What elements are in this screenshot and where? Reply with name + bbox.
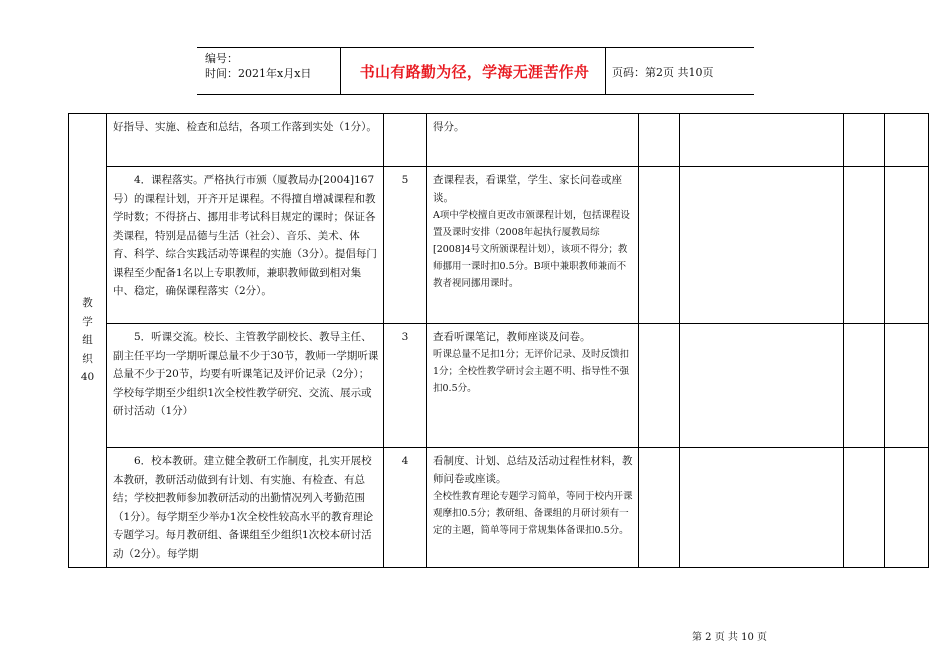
header-motto: 书山有路勤为径，学海无涯苦作舟 xyxy=(359,63,590,81)
method-cell xyxy=(427,324,639,448)
blank-cell xyxy=(639,167,680,324)
blank-cell xyxy=(639,114,680,167)
category-cell xyxy=(69,114,107,568)
category-char: 教 xyxy=(82,297,93,310)
header-divider xyxy=(605,47,606,95)
requirement-cell xyxy=(107,114,384,167)
header-page-number: 页码：第2页 共10页 xyxy=(612,66,714,79)
requirement-text: 5．听课交流。校长、主管教学副校长、教导主任、副主任平均一学期听课总量不少于30节，教师一学期听课总量不少于20节，均要有听课笔记及评价记录（2分）；学校每学期至少组织1次全校性教学研究、交流、展示或研讨活动（1分） xyxy=(113,331,379,417)
requirement-cell xyxy=(107,324,384,448)
category-char: 织 xyxy=(82,352,93,365)
blank-cell xyxy=(639,448,680,568)
document-number: 编号： xyxy=(205,52,238,65)
header-meta xyxy=(205,51,311,81)
method-text: 查看听课笔记，教师座谈及问卷。 xyxy=(433,331,591,343)
blank-cell xyxy=(885,324,929,448)
header-bottom-rule xyxy=(197,94,754,95)
requirement-cell xyxy=(107,167,384,324)
method-text: 查课程表，看课堂，学生、家长问卷或座谈。 xyxy=(433,174,622,204)
header-top-rule xyxy=(197,47,754,48)
blank-cell xyxy=(680,324,844,448)
table-row xyxy=(69,324,929,448)
score-cell: 3 xyxy=(384,324,427,448)
method-text: 得分。 xyxy=(433,121,465,133)
evaluation-table xyxy=(68,113,929,568)
table-row xyxy=(69,167,929,324)
blank-cell xyxy=(844,324,885,448)
blank-cell xyxy=(844,167,885,324)
category-char: 组 xyxy=(82,334,93,347)
score-cell: 5 xyxy=(384,167,427,324)
blank-cell xyxy=(844,114,885,167)
table-row xyxy=(69,448,929,568)
method-cell xyxy=(427,114,639,167)
blank-cell xyxy=(885,114,929,167)
document-header xyxy=(197,47,754,95)
method-cell xyxy=(427,448,639,568)
method-text: 看制度、计划、总结及活动过程性材料，教师问卷或座谈。 xyxy=(433,455,633,485)
page-footer: 第 2 页 共 10 页 xyxy=(692,632,767,643)
header-divider xyxy=(340,47,341,95)
blank-cell xyxy=(885,167,929,324)
blank-cell xyxy=(680,167,844,324)
method-cell xyxy=(427,167,639,324)
blank-cell xyxy=(680,448,844,568)
blank-cell xyxy=(639,324,680,448)
requirement-text: 4．课程落实。严格执行市颁（厦教局办[2004]167号）的课程计划，开齐开足课程。不得擅自增减课程和教学时数；不得挤占、挪用非考试科目规定的课时；保证各类课程，特别是品德与生活（社会）、音乐、美术、体育、科学、综合实践活动等课程的实施（3分）。提倡每门课程至少配备1名以上专职教师，兼职教师做到相对集中、稳定，确保课程落实（2分）。 xyxy=(113,174,377,297)
blank-cell xyxy=(885,448,929,568)
scoring-details: 听课总量不足扣1分；无评价记录、及时反馈扣1分；全校性教学研讨会主题不明、指导性不强扣0.5分。 xyxy=(433,349,630,394)
document-time: 时间：2021年x月x日 xyxy=(205,67,312,80)
blank-cell xyxy=(844,448,885,568)
requirement-cell xyxy=(107,448,384,568)
category-score: 40 xyxy=(80,371,95,384)
requirement-text: 好指导、实施、检查和总结，各项工作落到实处（1分）。 xyxy=(113,121,377,133)
requirement-text: 6．校本教研。建立健全教研工作制度，扎实开展校本教研，教研活动做到有计划、有实施、有检查、有总结；学校把教师参加教研活动的出勤情况列入考勤范围（1分）。每学期至少举办1次全校性较高水平的教育理论专题学习。每月教研组、备课组至少组织1次校本研讨活动（2分）。每学期 xyxy=(113,455,374,560)
scoring-details: A项中学校擅自更改市颁课程计划，包括课程设置及课时安排（2008年起执行厦教局综[2008]4号文所颁课程计划），该项不得分；教师挪用一课时扣0.5分。B项中兼职教师兼而不教者视同挪用课时。 xyxy=(433,210,630,289)
score-cell: 4 xyxy=(384,448,427,568)
blank-cell xyxy=(680,114,844,167)
score-cell xyxy=(384,114,427,167)
category-char: 学 xyxy=(82,315,93,328)
table-row xyxy=(69,114,929,167)
scoring-details: 全校性教育理论专题学习简单，等同于校内开课观摩扣0.5分；教研组、备课组的月研讨须有一定的主题，简单等同于常规集体备课扣0.5分。 xyxy=(433,491,633,536)
